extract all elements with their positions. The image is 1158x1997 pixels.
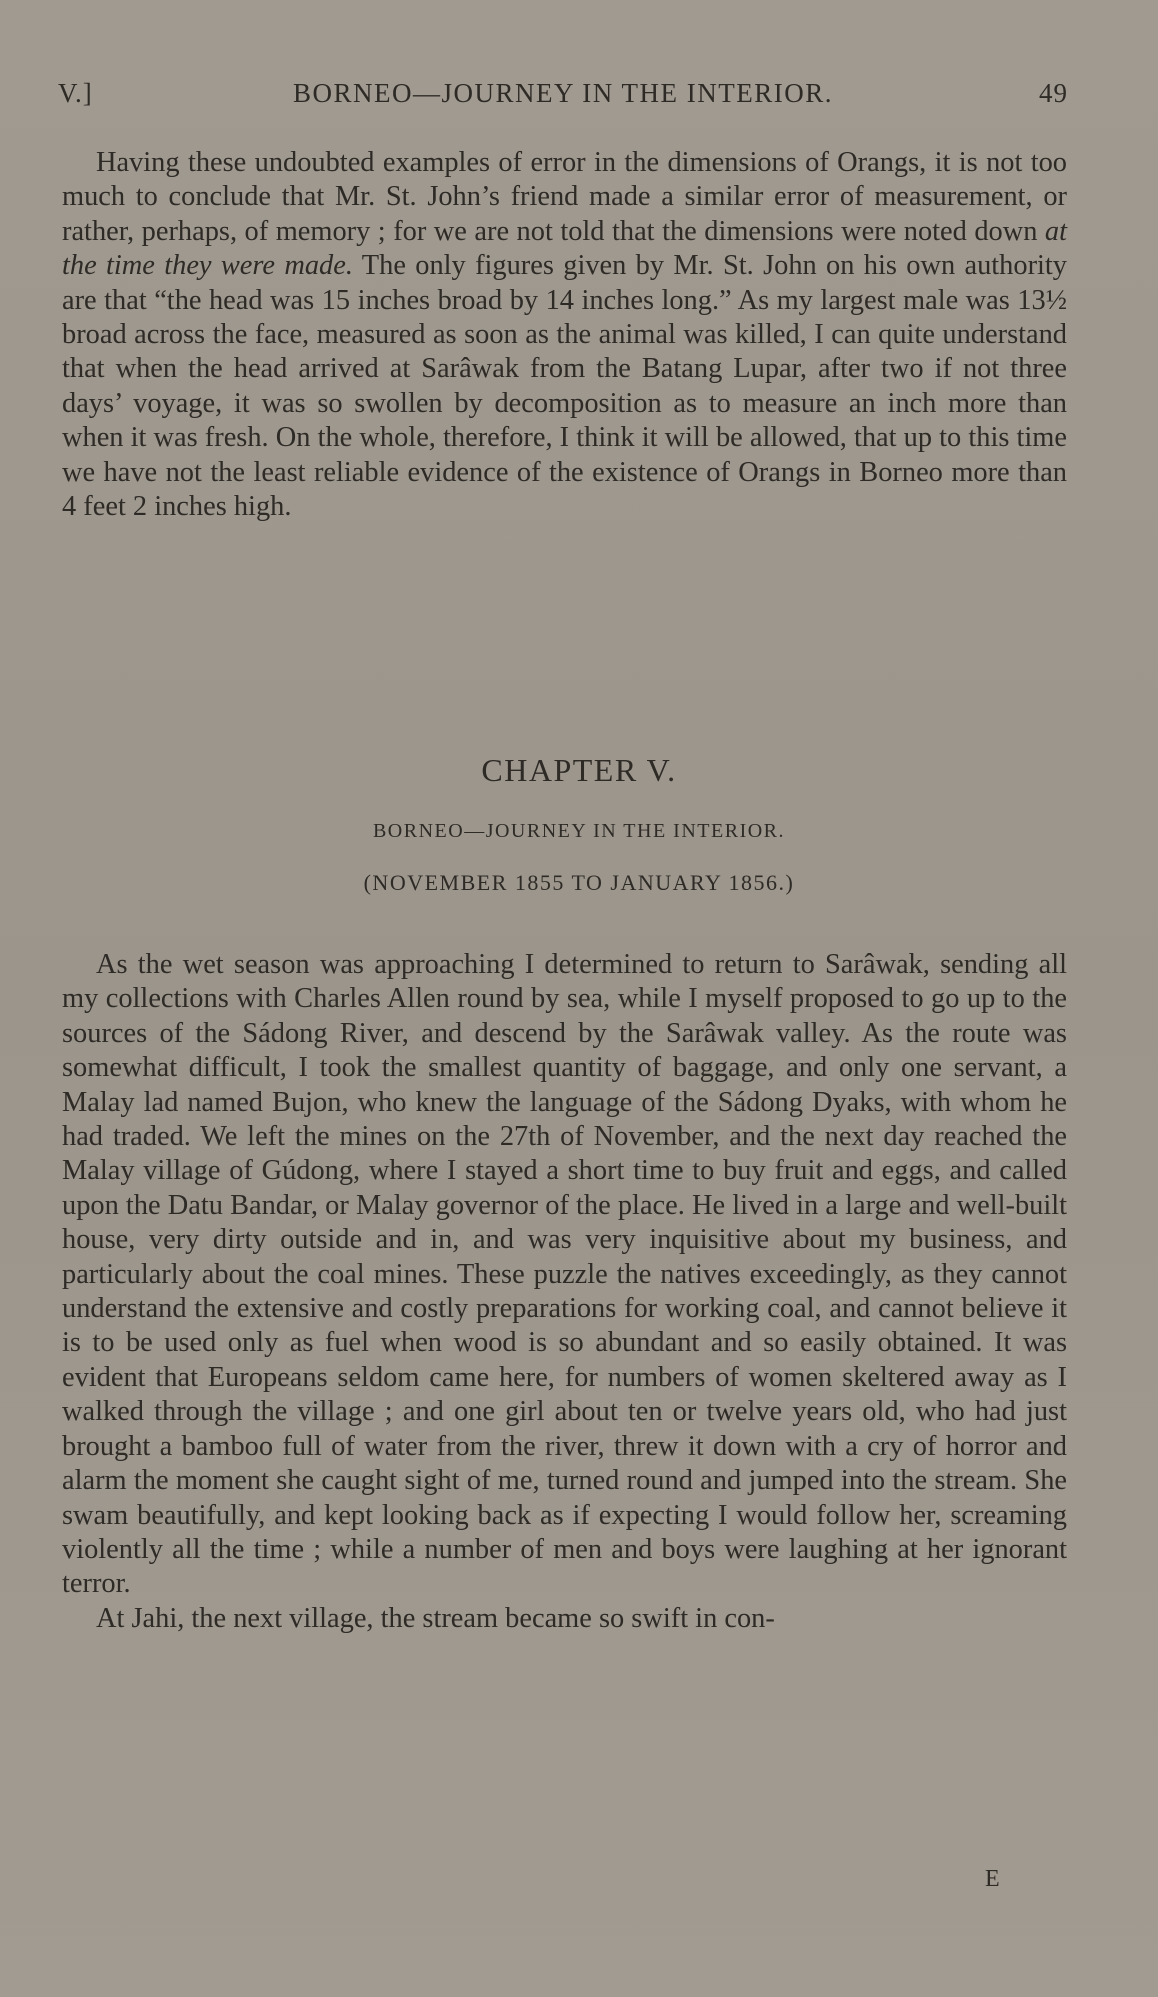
page-number: 49 — [1039, 78, 1068, 108]
chapter-title: CHAPTER V. — [481, 752, 677, 788]
paragraph-text-start: Having these undoubted examples of error in the dimensions of Orangs, it is not too much to conclude that Mr. St. John’s friend made a similar error of measurement, or rather, perhaps, of memory ; for we are not told that the dimensions were noted down — [62, 147, 1067, 247]
paragraph-orang-measurements — [62, 146, 1067, 524]
paragraph-text — [62, 146, 1067, 524]
chapter-body — [62, 948, 1067, 1636]
paragraph-text-end: The only figures given by Mr. St. John on his own authority are that “the head was 15 inches broad by 14 inches long.” As my largest male was 13½ broad across the face, measured as soon as the animal was killed, I can quite understand that when the head arrived at Sarâwak from the Batang Lupar, after two if not three days’ voyage, it was so swollen by decomposition as to measure an inch more than when it was fresh. On the whole, therefore, I think it will be allowed, that up to this time we have not the least reliable evidence of the existence of Orangs in Borneo more than 4 feet 2 inches high. — [62, 250, 1067, 523]
running-header — [58, 78, 1068, 118]
paragraph-journey-start: As the wet season was approaching I determined to return to Sarâwak, sending all my collections with Charles Allen round by sea, while I myself proposed to go up to the sources of the Sádong River, and descend by the Sarâwak valley. As the route was somewhat difficult, I took the smallest quantity of baggage, and only one servant, a Malay lad named Bujon, who knew the language of the Sádong Dyaks, with whom he had traded. We left the mines on the 27th of November, and the next day reached the Malay village of Gúdong, where I stayed a short time to buy fruit and eggs, and called upon the Datu Bandar, or Malay governor of the place. He lived in a large and well-built house, very dirty outside and in, and was very inquisitive about my business, and particularly about the coal mines. These puzzle the natives exceedingly, as they cannot understand the extensive and costly preparations for working coal, and cannot believe it is to be used only as fuel when wood is so abundant and so easily obtained. It was evident that Europeans seldom came here, for numbers of women skeltered away as I walked through the village ; and one girl about ten or twelve years old, who had just brought a bamboo full of water from the river, threw it down with a cry of horror and alarm the moment she caught sight of me, turned round and jumped into the stream. She swam beautifully, and kept looking back as if expecting I would follow her, screaming violently all the time ; while a number of men and boys were laughing at her ignorant terror. — [62, 949, 1067, 1600]
chapter-dates: (NOVEMBER 1855 TO JANUARY 1856.) — [363, 870, 795, 895]
chapter-mark: V.] — [58, 78, 93, 108]
paragraph-jahi-village: At Jahi, the next village, the stream became so swift in con- — [96, 1602, 775, 1634]
italic-phrase: at the time they were made. — [62, 215, 1067, 282]
signature-mark: E — [985, 1866, 1000, 1892]
running-title: BORNEO—JOURNEY IN THE INTERIOR. — [293, 78, 833, 108]
chapter-subtitle: BORNEO—JOURNEY IN THE INTERIOR. — [372, 820, 786, 842]
